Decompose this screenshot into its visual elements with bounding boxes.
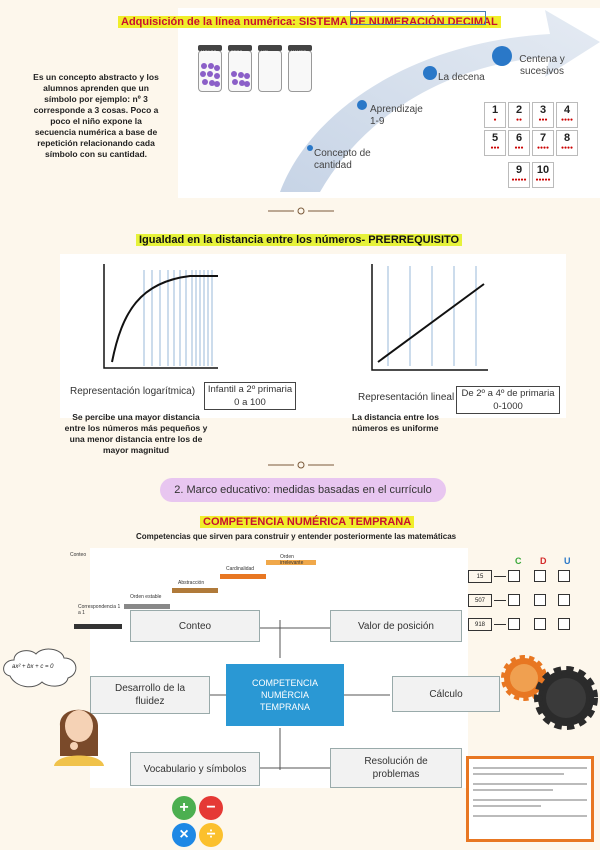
- cdu-u: U: [564, 556, 571, 566]
- section1-title-text: Adquisición de la línea numérica: SISTEMA DE NUMERACIÓN DECIMAL: [118, 16, 501, 28]
- number-card-3: 3 ●●●: [532, 102, 554, 128]
- title-underline-box: [350, 11, 486, 25]
- number-card-9: 9 ●●●●●: [508, 162, 530, 188]
- stair-label-3: Abstracción: [178, 580, 205, 586]
- stairs-heading: Conteo: [70, 552, 87, 558]
- number-card-2: 2 ●●: [508, 102, 530, 128]
- stair-label-5: Orden irrelevante: [280, 554, 304, 566]
- step-decena: La decena: [438, 72, 485, 83]
- gears-icon: [500, 654, 600, 734]
- box-vocabulario: Vocabulario y símbolos: [130, 752, 260, 786]
- thinking-girl-icon: [50, 696, 110, 766]
- number-card-1: 1 ●: [484, 102, 506, 128]
- cdu-row-3: 918: [468, 618, 588, 634]
- box-conteo: Conteo: [130, 610, 260, 642]
- section3-title: [200, 512, 414, 530]
- linear-range-box: De 2º a 4º de primaria 0-1000: [456, 386, 560, 414]
- jar-1: MONOS: [198, 50, 222, 92]
- thought-formula: ax² + bx + c = 0: [12, 664, 54, 670]
- section3-title-text: COMPETENCIA NUMÉRICA TEMPRANA: [200, 516, 414, 528]
- log-range-box: Infantil a 2º primaria 0 a 100: [204, 382, 296, 410]
- stair-label-2: Orden estable: [130, 594, 162, 600]
- jar-2: PERO: [228, 50, 252, 92]
- problem-worksheet: [466, 756, 594, 842]
- cdu-d: D: [540, 556, 547, 566]
- stair-label-1: Correspondencia 1 a 1: [78, 604, 121, 616]
- cdu-row-1: 15: [468, 570, 588, 586]
- section3-subtitle: Competencias que sirven para construir y entender posteriormente las matemáticas: [136, 532, 457, 541]
- box-resolucion: Resolución de problemas: [330, 748, 462, 788]
- section1-description: Es un concepto abstracto y los alumnos aprenden que un símbolo por ejemplo: nº 3 corresponde a 3 cosas. Poco a poco el niño expone la secuencia numérica a base de repetición relacionando cada símbolo con su cantidad.: [33, 72, 159, 159]
- center-competencia: COMPETENCIA NUMÉRCIA TEMPRANA: [226, 664, 344, 726]
- linear-chart: [368, 262, 490, 376]
- section2-title-text: Igualdad en la distancia entre los números- PRERREQUISITO: [136, 234, 462, 246]
- jar-4: MAMBO: [288, 50, 312, 92]
- stair-label-4: Cardinalidad: [226, 566, 255, 572]
- step-centena: Centena y sucesivos: [519, 54, 565, 77]
- number-card-10: 10 ●●●●●: [532, 162, 554, 188]
- number-card-7: 7 ●●●●: [532, 130, 554, 156]
- cdu-c: C: [515, 556, 522, 566]
- linear-caption: La distancia entre los números es uniforme: [352, 412, 439, 433]
- log-caption: Se percibe una mayor distancia entre los números más pequeños y una menor distancia entre los de mayor magnitud: [64, 412, 208, 455]
- log-chart-label: Representación logarítmica): [70, 386, 196, 397]
- number-card-4: 4 ●●●●: [556, 102, 578, 128]
- number-card-5: 5 ●●●: [484, 130, 506, 156]
- jar-3: LIBI: [258, 50, 282, 92]
- log-chart: [100, 262, 220, 374]
- step-aprendizaje: Aprendizaje 1-9: [370, 104, 423, 127]
- linear-chart-label: Representación lineal: [358, 392, 455, 403]
- number-card-8: 8 ●●●●: [556, 130, 578, 156]
- section3-pill: 2. Marco educativo: medidas basadas en el currículo: [160, 478, 446, 502]
- step-concepto: Concepto de cantidad: [314, 148, 371, 171]
- box-valor-posicion: Valor de posición: [330, 610, 462, 642]
- section2-title: [136, 230, 462, 248]
- number-card-6: 6 ●●●: [508, 130, 530, 156]
- box-calculo: Cálculo: [392, 676, 500, 712]
- cdu-row-2: 507: [468, 594, 588, 610]
- divider-ornament-2: [268, 460, 334, 470]
- box-fluidez: Desarrollo de la fluidez: [90, 676, 210, 714]
- divider-ornament-1: [268, 206, 334, 216]
- math-ops-icon: + − × ÷: [172, 796, 226, 850]
